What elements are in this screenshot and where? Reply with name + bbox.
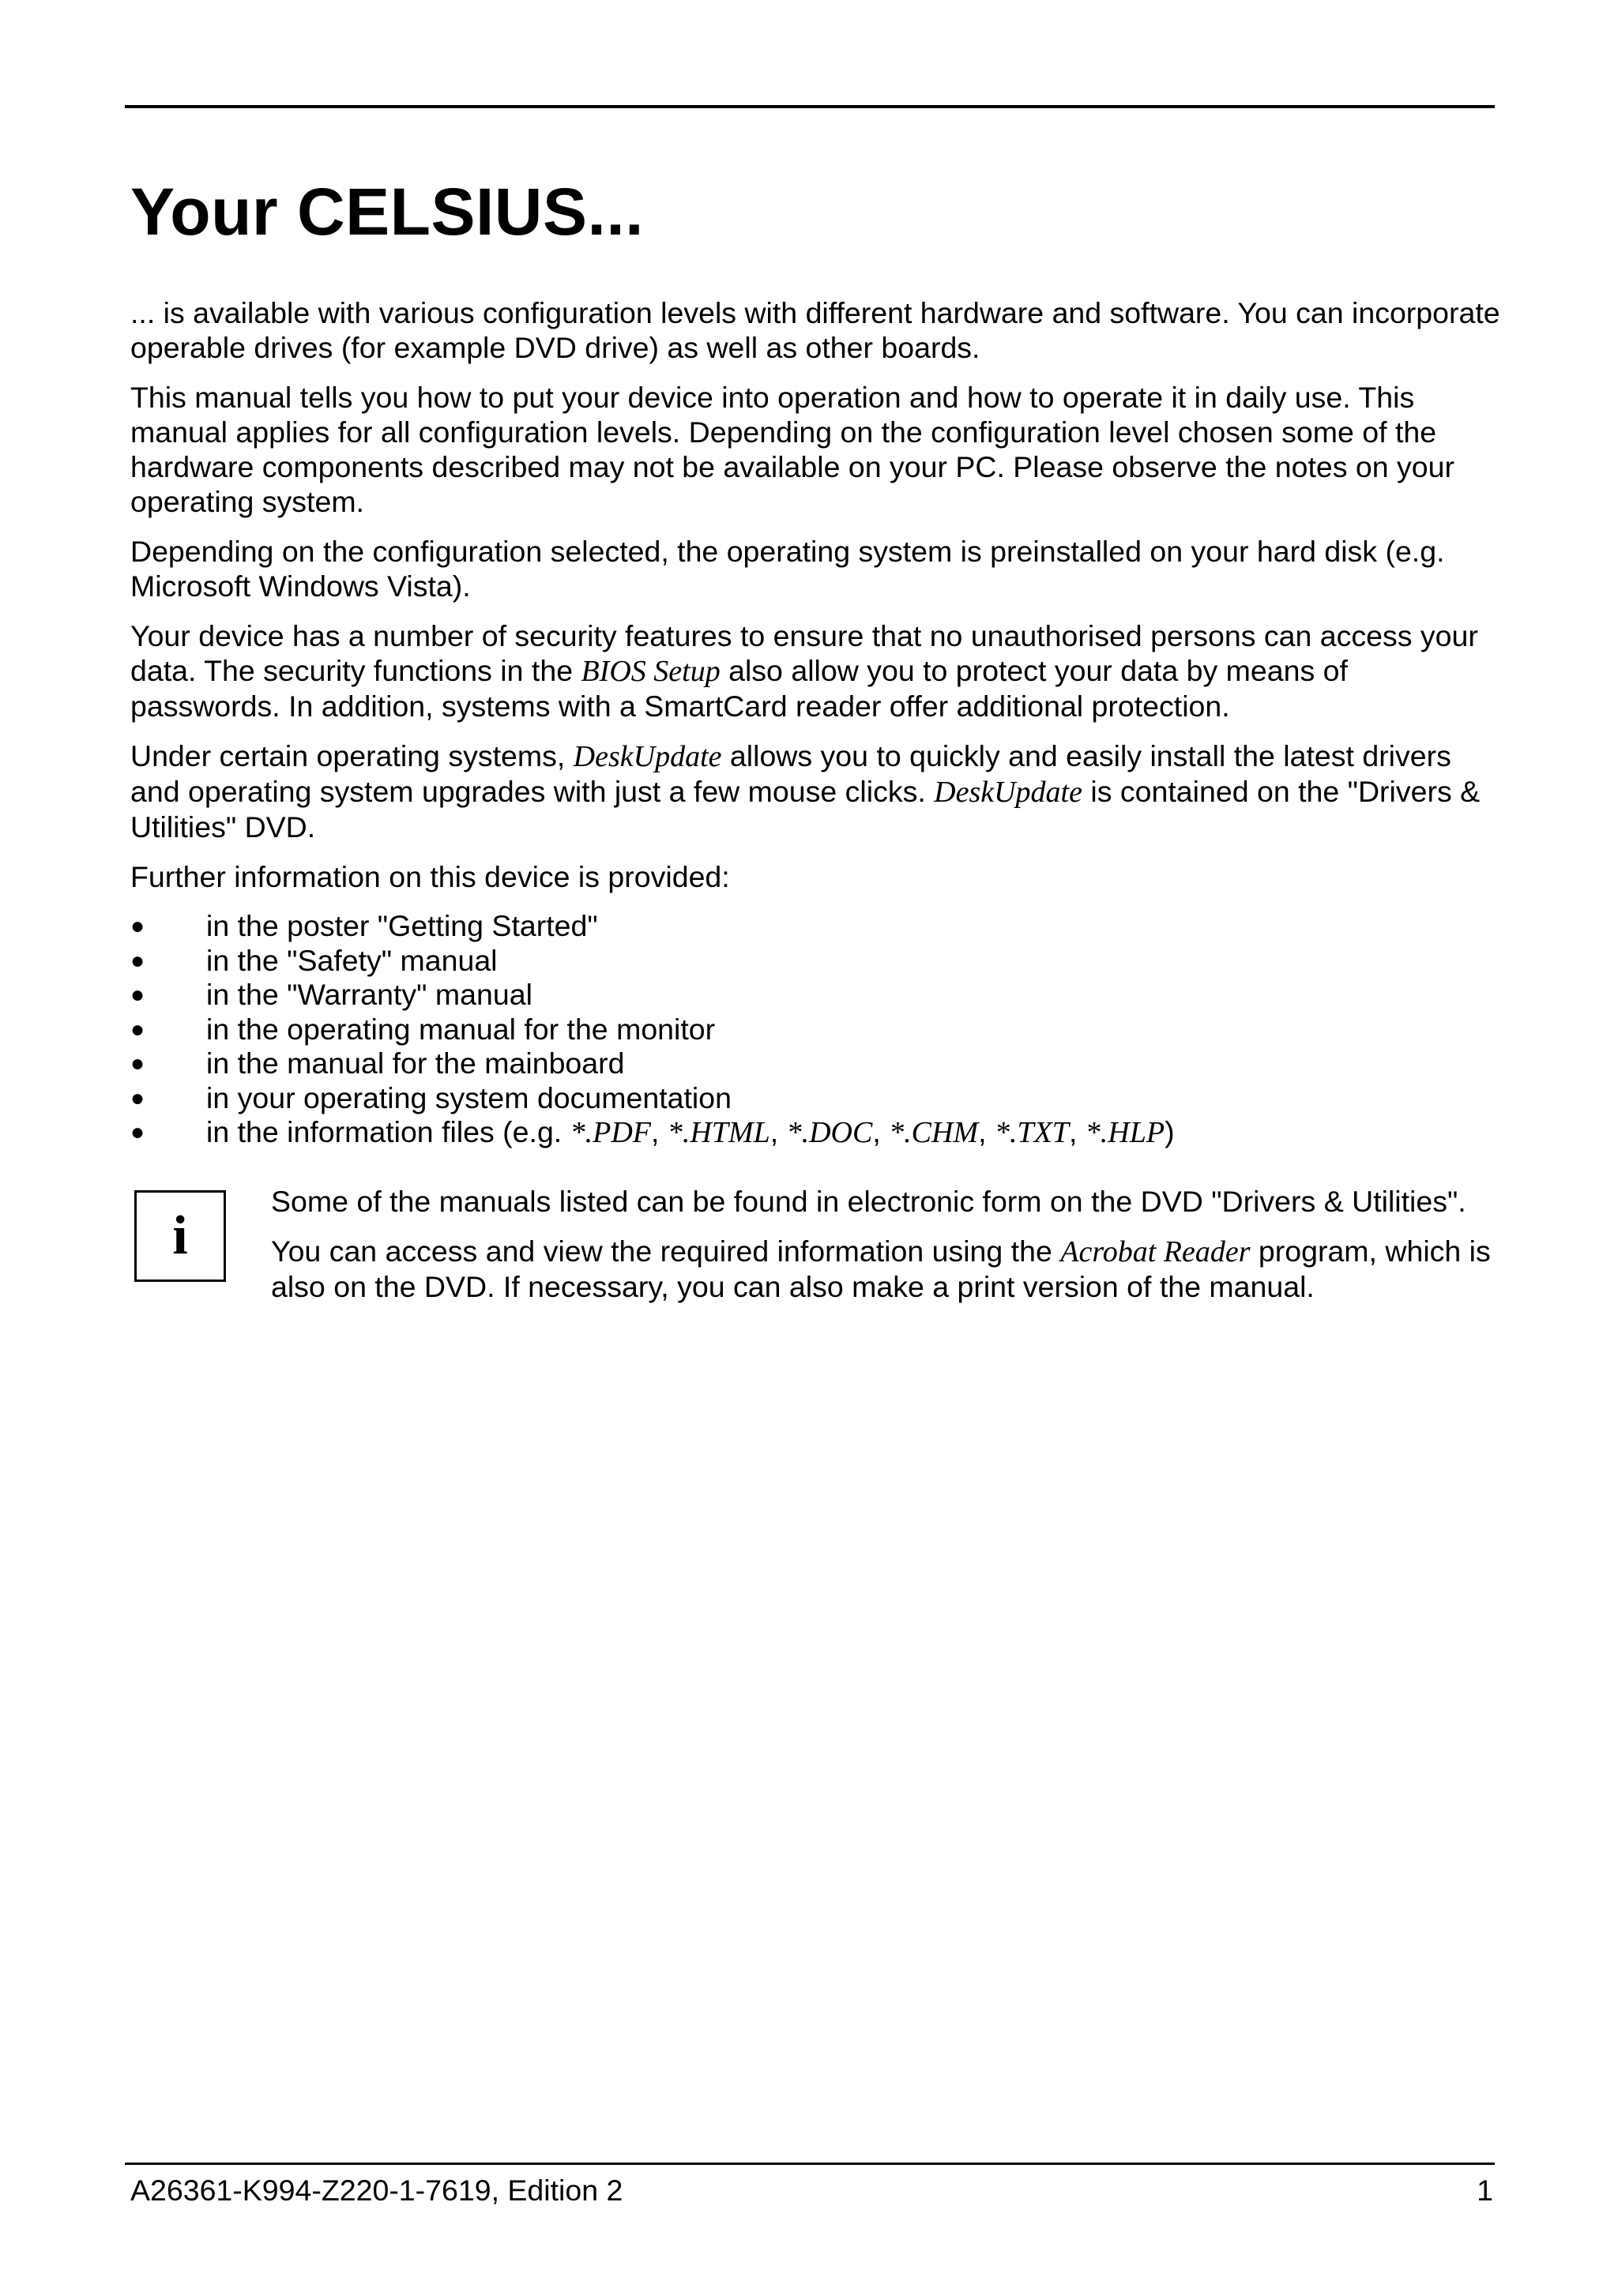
text-span: You can access and view the required information using the (271, 1234, 1061, 1268)
text-span: program, which is also on the DVD. If necessary, you can also make a print version of the manual. (271, 1234, 1491, 1303)
deskupdate-term: DeskUpdate (573, 740, 722, 773)
list-item (130, 978, 1505, 1013)
bullet-icon: ● (130, 913, 145, 939)
text-span: allows you to quickly and easily install the latest drivers and operating system upgrades with just a few mouse clicks. (130, 739, 1451, 808)
os-paragraph: Depending on the configuration selected, the operating system is preinstalled on your hard disk (e.g. Microsoft Windows Vista). (130, 535, 1445, 603)
bullet-icon: ● (130, 1050, 145, 1077)
separator: , (769, 1115, 787, 1148)
text-span: ) (1165, 1115, 1175, 1148)
page-title: Your CELSIUS... (130, 175, 645, 249)
separator: , (651, 1115, 668, 1148)
list-item-text: in the manual for the mainboard (206, 1047, 625, 1080)
list-item-text: in the "Warranty" manual (206, 978, 532, 1011)
list-item (130, 1047, 1505, 1081)
text-span: Under certain operating systems, (130, 739, 574, 772)
list-item-text (206, 1115, 1175, 1148)
bullet-icon: ● (130, 1084, 145, 1111)
list-item (130, 1013, 1505, 1047)
text-span: is contained on the "Drivers & Utilities" DVD. (130, 775, 1481, 844)
deskupdate-term: DeskUpdate (934, 776, 1082, 809)
info-icon: i (134, 1190, 226, 1282)
footer-page-number: 1 (1477, 2174, 1493, 2207)
separator: , (872, 1115, 890, 1148)
list-item-text: in your operating system documentation (206, 1080, 732, 1114)
header-rule (125, 105, 1495, 108)
file-ext-txt: *.TXT (994, 1116, 1069, 1149)
manual-scope-paragraph: This manual tells you how to put your device into operation and how to operate it in daily use. This manual applies for all configuration levels. Depending on the configuration level chosen some of the hardware components described may not be available on your PC. Please observe the notes on your operating system. (130, 381, 1454, 518)
info-note-text (271, 1184, 1505, 1304)
bullet-icon: ● (130, 1119, 145, 1145)
separator: , (1068, 1115, 1086, 1148)
info-note (130, 1184, 1505, 1304)
file-ext-html: *.HTML (667, 1116, 770, 1149)
bullet-icon: ● (130, 982, 145, 1008)
file-ext-hlp: *.HLP (1085, 1116, 1165, 1149)
file-ext-pdf: *.PDF (570, 1116, 652, 1149)
deskupdate-paragraph (130, 738, 1505, 844)
list-item-text: in the operating manual for the monitor (206, 1012, 716, 1046)
list-item (130, 1081, 1505, 1116)
security-paragraph (130, 618, 1505, 723)
info-sources-list (130, 909, 1505, 1151)
info-note-paragraph: Some of the manuals listed can be found in electronic form on the DVD "Drivers & Utilities". (271, 1184, 1466, 1218)
bullet-icon: ● (130, 947, 145, 974)
text-span: in the information files (e.g. (206, 1115, 570, 1148)
list-item (130, 944, 1505, 979)
list-item-text: in the poster "Getting Started" (206, 909, 598, 942)
text-span: Your device has a number of security features to ensure that no unauthorised persons can access your data. The security functions in the (130, 619, 1478, 687)
list-item-text: in the "Safety" manual (206, 943, 498, 977)
acrobat-reader-term: Acrobat Reader (1060, 1234, 1251, 1268)
intro-paragraph: ... is available with various configuration levels with different hardware and software. You can incorporate operable drives (for example DVD drive) as well as other boards. (130, 296, 1500, 364)
main-content (130, 295, 1505, 1319)
list-item (130, 1115, 1505, 1151)
bullet-icon: ● (130, 1016, 145, 1043)
text-span: also allow you to protect your data by means of passwords. In addition, systems with a SmartCard reader offer additional protection. (130, 654, 1348, 723)
info-note-paragraph (271, 1234, 1505, 1304)
further-info-paragraph: Further information on this device is provided: (130, 860, 730, 893)
list-item (130, 909, 1505, 944)
file-ext-doc: *.DOC (786, 1116, 873, 1149)
bios-setup-term: BIOS Setup (581, 655, 721, 688)
separator: , (978, 1115, 995, 1148)
file-ext-chm: *.CHM (889, 1116, 979, 1149)
footer-document-id: A26361-K994-Z220-1-7619, Edition 2 (130, 2174, 623, 2207)
footer-rule (125, 2163, 1495, 2165)
